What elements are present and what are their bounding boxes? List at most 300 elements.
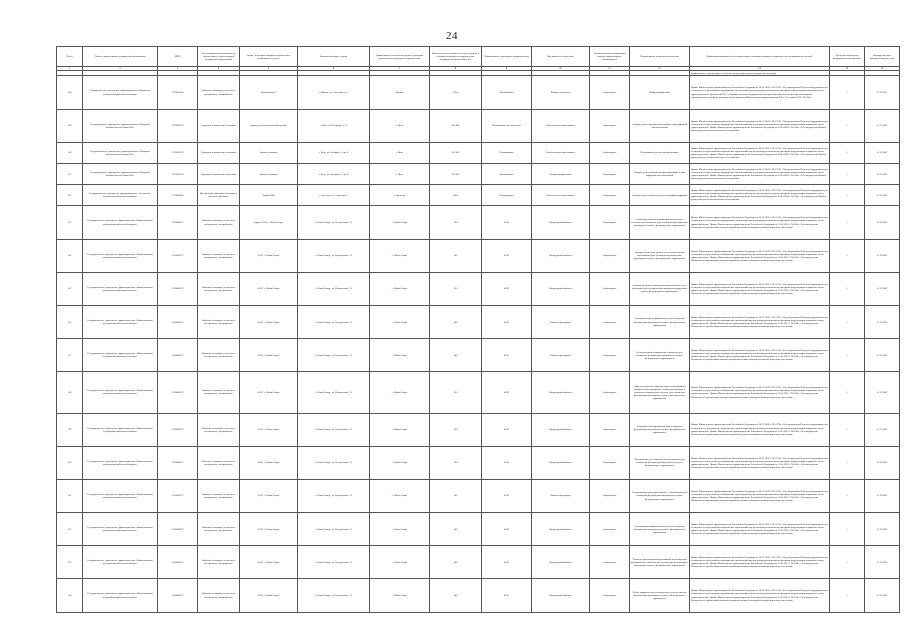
- building: ФАП, с. Нижн-Оляро: [240, 339, 298, 372]
- row-number: 119: [57, 413, 83, 446]
- room-type: Процедурный кабинет: [532, 239, 590, 272]
- building: ФАП, с. Нижн-Оляро: [240, 239, 298, 272]
- structural-unit: Поликлиника: [482, 185, 532, 206]
- quantity: 1: [830, 164, 865, 185]
- row-number: 117: [57, 339, 83, 372]
- inn: 7520000673: [158, 239, 198, 272]
- column-number: 7: [370, 67, 430, 71]
- population: 100: [430, 272, 482, 305]
- organization-type: Районные больницы, в том числе центральные, межрайонные: [198, 239, 240, 272]
- column-header: Наименование структурного подразделения: [482, 47, 532, 67]
- device-name: Аппарат рентгеновский для флюорографии легких цифровой или аналоговый: [630, 164, 690, 185]
- structural-unit: ФАП: [482, 546, 532, 579]
- building: ФАП, с. Нижн-Оляро: [240, 413, 298, 446]
- row-number: 121: [57, 479, 83, 512]
- building: ФАП, с. Нижн-Оляро: [240, 372, 298, 413]
- settlement: Карым: [370, 76, 430, 109]
- row-number: 114: [57, 239, 83, 272]
- organization-type: Городские клинические больницы: [198, 164, 240, 185]
- column-header: № п/п: [57, 47, 83, 67]
- planned-date: 31.12.2022: [865, 272, 900, 305]
- device-name: Анализатор уровня сахара крови портативный с тест-полосками (для оснащения фельдшерско-акушерского пункта, фельдшерского здравпункта): [630, 272, 690, 305]
- planned-date: 31.12.2022: [865, 446, 900, 479]
- column-number: 10: [532, 67, 590, 71]
- organization-type: Центральные районные больницы, в том числе районные: [198, 185, 240, 206]
- quantity: 1: [830, 579, 865, 612]
- room-type: Кабинет фельдшера: [532, 339, 590, 372]
- legal-act: Приказ Министерства здравоохранения Российской Федерации от 28.12.2020 г. № 1379н «Об утверждении Перечня оборудования для оснащения и переоснащения медицинских организаций при реализации региональных программ модернизации первичного звена здравоохранения» Приказ Министерства здравоохранения Российской Федерации от 15.05.2012 г. № 543н «Об утверждении Положения об организации оказания первичной медико-санитарной помощи взрослому населению»: [690, 546, 830, 579]
- table-row: [57, 76, 900, 109]
- column-number: 11: [590, 67, 630, 71]
- structural-unit: ФАП: [482, 305, 532, 338]
- device-name: Аппарат-анализатор уровня холестерина в крови портативный (для оснащения фельдшерско-акушерского пункта, фельдшерского здравпункта): [630, 239, 690, 272]
- inn: 7537000763: [158, 142, 198, 163]
- population: 351 000: [430, 164, 482, 185]
- planned-date: 31.12.2022: [865, 479, 900, 512]
- room-type: Процедурный кабинет: [532, 413, 590, 446]
- row-number: 111: [57, 164, 83, 185]
- row-number: 112: [57, 185, 83, 206]
- building: ФАП, с. Нижн-Оляро: [240, 546, 298, 579]
- continuation-text: профилактики, учреждений (в том числе подстанций скорой медицинской помощи): [690, 71, 830, 76]
- care-conditions: Амбулаторно: [590, 339, 630, 372]
- table-row: [57, 164, 900, 185]
- column-number: 6: [298, 67, 370, 71]
- care-conditions: Амбулаторно: [590, 305, 630, 338]
- structural-unit: Поликлиника: [482, 164, 532, 185]
- legal-act: Приказ Министерства здравоохранения Российской Федерации от 28.12.2020 г. № 1379н «Об утверждении Перечня оборудования для оснащения и переоснащения медицинских организаций при реализации региональных программ модернизации первичного звена здравоохранения» Приказ Министерства здравоохранения Российской Федерации от 15.05.2012 г. № 543н «Об утверждении Положения об организации оказания первичной медико-санитарной помощи взрослому населению»: [690, 239, 830, 272]
- planned-date: 31.12.2022: [865, 305, 900, 338]
- building: ФАП, с. Нижн-Оляро: [240, 479, 298, 512]
- column-header: ИНН: [158, 47, 198, 67]
- column-header: Планируемая дата приобретения (мм, год): [865, 47, 900, 67]
- quantity: 1: [830, 305, 865, 338]
- population: 351 000: [430, 142, 482, 163]
- organization-type: Городские клинические больницы: [198, 109, 240, 142]
- population: 100: [430, 479, 482, 512]
- organization-name: Государственное учреждение здравоохранения «Нижнеоловская центральная районная больница»: [83, 479, 158, 512]
- settlement: г. Чита: [370, 109, 430, 142]
- quantity: 1: [830, 109, 865, 142]
- legal-act: Приказ Министерства здравоохранения Российской Федерации от 28.12.2020 г. № 1379н «Об утверждении Перечня оборудования для оснащения и переоснащения медицинских организаций при реализации региональных программ модернизации первичного звена здравоохранения» Приказ Министерства здравоохранения Российской Федерации от 15.05.2012 г. № 543н «Об утверждении Положения об организации оказания первичной медико-санитарной помощи взрослому населению»: [690, 372, 830, 413]
- population: 12345: [430, 76, 482, 109]
- structural-unit: Поликлиническое отделение: [482, 109, 532, 142]
- population: 100: [430, 579, 482, 612]
- settlement: с. Нижн-Оляро: [370, 579, 430, 612]
- building: Здание ФАП с. Нижн-Оляро: [240, 206, 298, 239]
- device-name: Анализатор глюкозы в крови при постоянном и точечном использовании (для оснащения фельдшерско-акушерского пункта, фельдшерского здравпункта): [630, 206, 690, 239]
- planned-date: 31.12.2022: [865, 109, 900, 142]
- building: Здание больницы: [240, 164, 298, 185]
- structural-unit: ФАП: [482, 446, 532, 479]
- organization-name: Государственное учреждение здравоохранения «Карымская центральная районная больница»: [83, 76, 158, 109]
- structural-unit: ФАП: [482, 372, 532, 413]
- quantity: 1: [830, 76, 865, 109]
- organization-name: Государственное учреждение здравоохранения «Нижнеоловская центральная районная больница»: [83, 546, 158, 579]
- population: 100: [430, 206, 482, 239]
- inn: 7520000673: [158, 413, 198, 446]
- organization-type: Районные больницы, в том числе центральные, межрайонные: [198, 272, 240, 305]
- organization-name: Государственное учреждение здравоохранения «Нижнеоловская центральная районная больница»: [83, 239, 158, 272]
- building: ФАП, с. Нижн-Оляро: [240, 513, 298, 546]
- inn: 7520000673: [158, 579, 198, 612]
- quantity: 1: [830, 185, 865, 206]
- device-name: Облучатель бактерицидный (для оснащения фельдшерско-акушерского пункта, фельдшерского здравпункта): [630, 413, 690, 446]
- table-row: [57, 479, 900, 512]
- care-conditions: Амбулаторно: [590, 413, 630, 446]
- address: г. Сретенск, ул. Советская, 2: [298, 185, 370, 206]
- legal-act: Приказ Министерства здравоохранения Российской Федерации от 28.12.2020 г. № 1379н «Об утверждении Перечня оборудования для оснащения и переоснащения медицинских организаций при реализации региональных программ модернизации первичного звена здравоохранения» Приказ Министерства здравоохранения Российской Федерации от 15.05.2012 г. № 543н «Об утверждении Положения об организации оказания первичной медико-санитарной помощи взрослому населению»: [690, 305, 830, 338]
- settlement: с. Нижн-Оляро: [370, 446, 430, 479]
- device-name: Аппарат рентгеновский маммографический цифровой или аналоговый: [630, 109, 690, 142]
- column-header: Здание, в котором планируется разместить медицинское изделие: [240, 47, 298, 67]
- table-row: [57, 413, 900, 446]
- organization-type: Городские клинические больницы: [198, 142, 240, 163]
- legal-act: Приказ Министерства здравоохранения Российской Федерации от 28.12.2020 г. № 1379н «Об утверждении Перечня оборудования для оснащения и переоснащения медицинских организаций при реализации региональных программ модернизации первичного звена здравоохранения» Приказ Министерства здравоохранения Российской Федерации от 09.06.2020 г. № 560н «Об утверждении Правил проведения рентгенологических исследований»: [690, 185, 830, 206]
- population: 100: [430, 513, 482, 546]
- device-name: Электрокардиограф портативный 3-, 6-канальный (для оснащения фельдшерско-акушерского пункта, фельдшерского здравпункта): [630, 479, 690, 512]
- planned-date: 31.12.2022: [865, 546, 900, 579]
- organization-name: Государственное учреждение здравоохранения «Нижнеоловская центральная районная больница»: [83, 446, 158, 479]
- organization-type: Районные больницы, в том числе центральные, межрайонные: [198, 579, 240, 612]
- legal-act: Приказ Министерства здравоохранения Российской Федерации от 28.12.2020 г. № 1379н «Об утверждении Перечня оборудования для оснащения и переоснащения медицинских организаций при реализации региональных программ модернизации первичного звена здравоохранения» Приказ Министерства здравоохранения Российской Федерации от 15.05.2012 г. № 543н «Об утверждении Положения об организации оказания первичной медико-санитарной помощи взрослому населению»: [690, 206, 830, 239]
- inn: 7520000673: [158, 339, 198, 372]
- legal-act: Приказ Министерства здравоохранения Российской Федерации от 28.12.2020 г. № 1379н «Об утверждении Перечня оборудования для оснащения и переоснащения медицинских организаций при реализации региональных программ модернизации первичного звена здравоохранения» Приказ Министерства здравоохранения Российской Федерации от 15.05.2012 г. № 543н «Об утверждении Положения об организации оказания первичной медико-санитарной помощи взрослому населению»: [690, 339, 830, 372]
- population: 100: [430, 372, 482, 413]
- device-name: Тонометр транспортный портативный для измерения внутриглазного давления (для оснащения фельдшерско-акушерского пункта, фельдшерского здравпункта): [630, 546, 690, 579]
- planned-date: 31.12.2022: [865, 239, 900, 272]
- page-number: 24: [446, 30, 458, 42]
- organization-name: Государственное учреждение здравоохранения «Нижнеоловская центральная районная больница»: [83, 305, 158, 338]
- structural-unit: ФАП: [482, 206, 532, 239]
- device-name: Автоматический дефибриллятор (для оснащения фельдшерско-акушерского пункта, фельдшерского здравпункта): [630, 305, 690, 338]
- care-conditions: Амбулаторно: [590, 206, 630, 239]
- table-row: [57, 206, 900, 239]
- planned-date: 31.12.2022: [865, 579, 900, 612]
- room-type: Процедурный кабинет: [532, 372, 590, 413]
- inn: 7520000673: [158, 479, 198, 512]
- settlement: с. Нижн-Оляро: [370, 372, 430, 413]
- organization-name: Государственное учреждение здравоохранения «Нижнеоловская центральная районная больница»: [83, 513, 158, 546]
- organization-type: Районные больницы, в том числе центральные, межрайонные: [198, 513, 240, 546]
- inn: 7537000762: [158, 109, 198, 142]
- room-type: Процедурный кабинет: [532, 546, 590, 579]
- building: здание рентгенологической службы: [240, 109, 298, 142]
- device-name: Холодильник для лекарственных препаратов (для оснащения фельдшерско-акушерского пункта, фельдшерского здравпункта): [630, 446, 690, 479]
- column-number: 4: [198, 67, 240, 71]
- organization-type: Районные больницы, в том числе центральные, межрайонные: [198, 446, 240, 479]
- planned-date: 31.12.2022: [865, 413, 900, 446]
- room-type: Процедурный кабинет: [532, 513, 590, 546]
- structural-unit: ФАП: [482, 479, 532, 512]
- column-number: 5: [240, 67, 298, 71]
- care-conditions: Амбулаторно: [590, 479, 630, 512]
- care-conditions: Амбулаторно: [590, 142, 630, 163]
- table-row: [57, 272, 900, 305]
- organization-name: Государственное учреждение здравоохранения «Городская клиническая больница №2»: [83, 109, 158, 142]
- structural-unit: ФАП: [482, 339, 532, 372]
- organization-name: Государственное учреждение здравоохранения «Городская клиническая больница №2»: [83, 164, 158, 185]
- planned-date: 31.12.2022: [865, 513, 900, 546]
- building: ФАП, с. Нижн-Оляро: [240, 446, 298, 479]
- column-number: 9: [482, 67, 532, 71]
- column-header: Численность населения населенного пункта, в котором расположено подразделение медицинской организации, чел: [430, 47, 482, 67]
- care-conditions: Амбулаторно: [590, 185, 630, 206]
- building: Здание больницы: [240, 142, 298, 163]
- device-name: Передвижной рентгеновский аппарат: [630, 142, 690, 163]
- table-row: [57, 339, 900, 372]
- legal-act: Приказ Министерства здравоохранения Российской Федерации от 28.12.2020 г. № 1379н «Об утверждении Перечня оборудования для оснащения и переоснащения медицинских организаций при реализации региональных программ модернизации первичного звена здравоохранения» Приказ Министерства здравоохранения Российской Федерации от 15.05.2012 г. № 543н «Об утверждении Положения об организации оказания первичной медико-санитарной помощи взрослому населению»: [690, 479, 830, 512]
- organization-type: Районные больницы, в том числе центральные, межрайонные: [198, 206, 240, 239]
- settlement: с. Нижн-Оляро: [370, 546, 430, 579]
- table-row: [57, 546, 900, 579]
- population: 100: [430, 239, 482, 272]
- inn: 7537000763: [158, 164, 198, 185]
- table-row: [57, 239, 900, 272]
- column-header: Наименование медицинского изделия: [630, 47, 690, 67]
- organization-type: Районные больницы, в том числе центральные, межрайонные: [198, 546, 240, 579]
- address: г. Чита, ул. Нагорная, д. 22: [298, 109, 370, 142]
- device-name: Шкаф медицинский: [630, 76, 690, 109]
- organization-type: Районные больницы, в том числе центральные, межрайонные: [198, 413, 240, 446]
- device-name: Сухожаровой шкаф или автоклав (для оснащения фельдшерско-акушерского пункта, фельдшерского здравпункта): [630, 513, 690, 546]
- organization-name: Государственное учреждение здравоохранения «Нижнеоловская центральная районная больница»: [83, 372, 158, 413]
- column-header: Нормативно-правовой акт, в соответствии с которым планируется приобретение медицинского изделия*: [690, 47, 830, 67]
- column-header: Фактический адрес здания: [298, 47, 370, 67]
- structural-unit: ФАП: [482, 272, 532, 305]
- organization-type: Районные больницы, в том числе центральные, межрайонные: [198, 479, 240, 512]
- room-type: Процедурный кабинет: [532, 206, 590, 239]
- structural-unit: ФАП: [482, 513, 532, 546]
- quantity: 1: [830, 372, 865, 413]
- column-header: Вид кабинета (отделения): [532, 47, 590, 67]
- address: с. Нижн-Оляро, ул. Центральная, 31: [298, 413, 370, 446]
- organization-name: Государственное учреждение здравоохранения «Нижнеоловская центральная районная больница»: [83, 206, 158, 239]
- quantity: 1: [830, 479, 865, 512]
- settlement: с. Нижн-Оляро: [370, 239, 430, 272]
- row-number: 124: [57, 579, 83, 612]
- structural-unit: Поликлиника: [482, 76, 532, 109]
- room-type: Рентгенологический кабинет: [532, 185, 590, 206]
- column-header: Наименование населенного пункта, в котором расположено структурное подразделение: [370, 47, 430, 67]
- row-number: 115: [57, 272, 83, 305]
- column-number: 15: [865, 67, 900, 71]
- care-conditions: Амбулаторно: [590, 513, 630, 546]
- population: 100: [430, 305, 482, 338]
- room-type: Кабинет фельдшера: [532, 305, 590, 338]
- table-row: [57, 513, 900, 546]
- table-row: [57, 305, 900, 338]
- room-type: Процедурный кабинет: [532, 579, 590, 612]
- care-conditions: Амбулаторно: [590, 76, 630, 109]
- care-conditions: Амбулаторно: [590, 546, 630, 579]
- address: с. Нижн-Оляро, ул. Центральная, 31: [298, 272, 370, 305]
- column-number: 14: [830, 67, 865, 71]
- table-row: [57, 185, 900, 206]
- quantity: 1: [830, 413, 865, 446]
- care-conditions: Амбулаторно: [590, 109, 630, 142]
- quantity: 1: [830, 272, 865, 305]
- address: с. Нижн-Оляро, ул. Центральная, 31: [298, 305, 370, 338]
- legal-act: Приказ Министерства здравоохранения Российской Федерации от 28.12.2020 г. № 1379н «Об утверждении Перечня оборудования для оснащения и переоснащения медицинских организаций при реализации региональных программ модернизации первичного звена здравоохранения» Приказ Министерства здравоохранения Российской Федерации от 15.05.2012 г. № 543н «Об утверждении Положения об организации оказания первичной медико-санитарной помощи взрослому населению»: [690, 513, 830, 546]
- quantity: 1: [830, 142, 865, 163]
- legal-act: Приказ Министерства здравоохранения Российской Федерации от 28.12.2020 г. № 1379н «Об утверждении Перечня оборудования для оснащения и переоснащения медицинских организаций при реализации региональных программ модернизации первичного звена здравоохранения» Приказ Министерства здравоохранения Российской Федерации от 15.05.2012 г. № 543н «Об утверждении Положения об организации оказания первичной медико-санитарной помощи взрослому населению»: [690, 272, 830, 305]
- column-number: 8: [430, 67, 482, 71]
- column-header: Требуемое количество медицинских изделий (шт.): [830, 47, 865, 67]
- planned-date: 31.12.2022: [865, 372, 900, 413]
- row-number: 122: [57, 513, 83, 546]
- settlement: г. Сретенск: [370, 185, 430, 206]
- address: г. Чита, ул. Гагарина, 2 стр. 8: [298, 164, 370, 185]
- building: ФАП, с. Нижн-Оляро: [240, 272, 298, 305]
- building: ФАП, с. Нижн-Оляро: [240, 579, 298, 612]
- equipment-table: [56, 46, 900, 613]
- inn: 7520000673: [158, 372, 198, 413]
- quantity: 1: [830, 206, 865, 239]
- inn: 7520000673: [158, 546, 198, 579]
- row-number: 113: [57, 206, 83, 239]
- device-name: Сейф для хранения наркотических и психотропных лекарственных препаратов, сильнодействующих и ядовитых лекарственных средств (для оснащения фельдшерско-акушерского пункта, фельдшерского здравпункта): [630, 372, 690, 413]
- settlement: с. Нижн-Оляро: [370, 479, 430, 512]
- legal-act: Приказ Министерства здравоохранения Российской Федерации от 28.12.2020 г. № 1379н «Об утверждении Перечня оборудования для оснащения и переоснащения медицинских организаций при реализации региональных программ модернизации первичного звена здравоохранения» Приложение № 3 к Порядку оказания медицинской помощи взрослому населению при заболеваниях терапевтического профиля, утвержденному приказом Министерства здравоохранения РФ от 15 ноября 2012 г. № 923н: [690, 76, 830, 109]
- organization-name: Государственное учреждение здравоохранения «Сретенская центральная районная больница»: [83, 185, 158, 206]
- organization-type: Районные больницы, в том числе центральные, межрайонные: [198, 339, 240, 372]
- organization-name: Государственное учреждение здравоохранения «Нижнеоловская центральная районная больница»: [83, 579, 158, 612]
- legal-act: Приказ Министерства здравоохранения Российской Федерации от 28.12.2020 г. № 1379н «Об утверждении Перечня оборудования для оснащения и переоснащения медицинских организаций при реализации региональных программ модернизации первичного звена здравоохранения» Приказ Министерства здравоохранения Российской Федерации от 15.05.2012 г. № 543н «Об утверждении Положения об организации оказания первичной медико-санитарной помощи взрослому населению»: [690, 413, 830, 446]
- planned-date: 31.12.2021: [865, 76, 900, 109]
- room-type: Рентгенологический кабинет: [532, 142, 590, 163]
- table-row: [57, 142, 900, 163]
- care-conditions: Амбулаторно: [590, 446, 630, 479]
- planned-date: 31.12.2021: [865, 164, 900, 185]
- structural-unit: ФАП: [482, 239, 532, 272]
- inn: 7520000673: [158, 305, 198, 338]
- address: г. Карым, ул. Советская, д. 2: [298, 76, 370, 109]
- organization-type: Районные больницы, в том числе центральные, межрайонные: [198, 76, 240, 109]
- address: с. Нижн-Оляро, ул. Центральная, 31: [298, 479, 370, 512]
- column-header: Полное наименование медицинской организации: [83, 47, 158, 67]
- address: с. Нижн-Оляро, ул. Центральная, 31: [298, 579, 370, 612]
- room-type: Кабинет-терапевта: [532, 76, 590, 109]
- population: 351 000: [430, 109, 482, 142]
- organization-type: Районные больницы, в том числе центральные, межрайонные: [198, 305, 240, 338]
- quantity: 1: [830, 446, 865, 479]
- table-row: [57, 109, 900, 142]
- row-number: 109: [57, 109, 83, 142]
- table-row: [57, 579, 900, 612]
- column-header: Тип медицинской организации в соответствии с номенклатурой медицинских организаций: [198, 47, 240, 67]
- room-type: Рентгенологический кабинет: [532, 109, 590, 142]
- care-conditions: Амбулаторно: [590, 372, 630, 413]
- organization-name: Государственное учреждение здравоохранения «Нижнеоловская центральная районная больница»: [83, 272, 158, 305]
- planned-date: 31.12.2022: [865, 185, 900, 206]
- building: ФАП, с. Нижн-Оляро: [240, 305, 298, 338]
- address: с. Нижн-Оляро, ул. Центральная, 31: [298, 513, 370, 546]
- inn: 7519000900: [158, 185, 198, 206]
- column-number: 1: [57, 67, 83, 71]
- settlement: с. Нижн-Оляро: [370, 305, 430, 338]
- row-number: 116: [57, 305, 83, 338]
- organization-name: Государственное учреждение здравоохранения «Городская клиническая больница №1»: [83, 142, 158, 163]
- population: 7000: [430, 185, 482, 206]
- quantity: 1: [830, 339, 865, 372]
- device-name: Набор хирургических инструментов (для оснащения фельдшерско-акушерского пункта, фельдшерского здравпункта): [630, 579, 690, 612]
- settlement: с. Нижн-Оляро: [370, 339, 430, 372]
- table-row: [57, 446, 900, 479]
- planned-date: 31.12.2021: [865, 142, 900, 163]
- population: 100: [430, 546, 482, 579]
- planned-date: 31.12.2022: [865, 339, 900, 372]
- address: с. Нижн-Оляро, ул. Центральная, 31: [298, 372, 370, 413]
- row-number: 123: [57, 546, 83, 579]
- care-conditions: Амбулаторно: [590, 239, 630, 272]
- column-header: Условия оказания медицинской помощи (амбулаторные/стационарные): [590, 47, 630, 67]
- row-number: 120: [57, 446, 83, 479]
- legal-act: Приказ Министерства здравоохранения Российской Федерации от 28.12.2020 г. № 1379н «Об утверждении Перечня оборудования для оснащения и переоснащения медицинских организаций при реализации региональных программ модернизации первичного звена здравоохранения» Приказ Министерства здравоохранения Российской Федерации от 09.06.2020 г. № 560н «Об утверждении Правил проведения рентгенологических исследований»: [690, 142, 830, 163]
- room-type: Процедурный кабинет: [532, 446, 590, 479]
- inn: 7520000673: [158, 206, 198, 239]
- room-type: Кабинет фельдшера: [532, 479, 590, 512]
- planned-date: 31.12.2022: [865, 206, 900, 239]
- row-number: 118: [57, 372, 83, 413]
- inn: 7520000673: [158, 446, 198, 479]
- structural-unit: ФАП: [482, 413, 532, 446]
- settlement: с. Нижн-Оляро: [370, 513, 430, 546]
- address: с. Нижн-Оляро, ул. Центральная, 31: [298, 206, 370, 239]
- quantity: 1: [830, 239, 865, 272]
- population: 100: [430, 339, 482, 372]
- settlement: с. Нижн-Оляро: [370, 206, 430, 239]
- header-row: [57, 47, 900, 67]
- row-number: 108: [57, 76, 83, 109]
- quantity: 1: [830, 546, 865, 579]
- column-number: 12: [630, 67, 690, 71]
- organization-type: Районные больницы, в том числе центральные, межрайонные: [198, 372, 240, 413]
- settlement: с. Нижн-Оляро: [370, 413, 430, 446]
- room-type: Флюорографический: [532, 164, 590, 185]
- inn: 7520000673: [158, 272, 198, 305]
- settlement: с. Нижн-Оляро: [370, 272, 430, 305]
- column-number: 3: [158, 67, 198, 71]
- column-number: 13: [690, 67, 830, 71]
- table-row: [57, 372, 900, 413]
- address: с. Нижн-Оляро, ул. Центральная, 31: [298, 446, 370, 479]
- device-name: Бесконтактный медицинский термометр (для оснащения фельдшерско-акушерского пункта, фельдшерского здравпункта): [630, 339, 690, 372]
- column-number: 2: [83, 67, 158, 71]
- population: 100: [430, 413, 482, 446]
- care-conditions: Амбулаторно: [590, 272, 630, 305]
- organization-name: Государственное учреждение здравоохранения «Нижнеоловская центральная районная больница»: [83, 413, 158, 446]
- legal-act: Приказ Министерства здравоохранения Российской Федерации от 28.12.2020 г. № 1379н «Об утверждении Перечня оборудования для оснащения и переоснащения медицинских организаций при реализации региональных программ модернизации первичного звена здравоохранения» Приказ Министерства здравоохранения Российской Федерации от 15.05.2012 г. № 543н «Об утверждении Положения об организации оказания первичной медико-санитарной помощи взрослому населению»: [690, 446, 830, 479]
- organization-name: Государственное учреждение здравоохранения «Нижнеоловская центральная районная больница»: [83, 339, 158, 372]
- quantity: 1: [830, 513, 865, 546]
- device-name: Аппарат рентгеновский для рентгенографии цифровой: [630, 185, 690, 206]
- address: с. Нижн-Оляро, ул. Центральная, 31: [298, 239, 370, 272]
- address: с. Нижн-Оляро, ул. Центральная, 31: [298, 339, 370, 372]
- building: Поликлиника 1: [240, 76, 298, 109]
- structural-unit: ФАП: [482, 579, 532, 612]
- legal-act: Приказ Министерства здравоохранения Российской Федерации от 28.12.2020 г. № 1379н «Об утверждении Перечня оборудования для оснащения и переоснащения медицинских организаций при реализации региональных программ модернизации первичного звена здравоохранения» Приказ Министерства здравоохранения Российской Федерации от 09.06.2020 г. № 560н «Об утверждении Правил проведения рентгенологических исследований»: [690, 109, 830, 142]
- settlement: г. Чита: [370, 164, 430, 185]
- settlement: г. Чита: [370, 142, 430, 163]
- population: 100: [430, 446, 482, 479]
- structural-unit: Поликлиника: [482, 142, 532, 163]
- care-conditions: Амбулаторно: [590, 164, 630, 185]
- row-number: 110: [57, 142, 83, 163]
- inn: 7520000673: [158, 513, 198, 546]
- address: с. Нижн-Оляро, ул. Центральная, 31: [298, 546, 370, 579]
- building: Здание ЦРБ: [240, 185, 298, 206]
